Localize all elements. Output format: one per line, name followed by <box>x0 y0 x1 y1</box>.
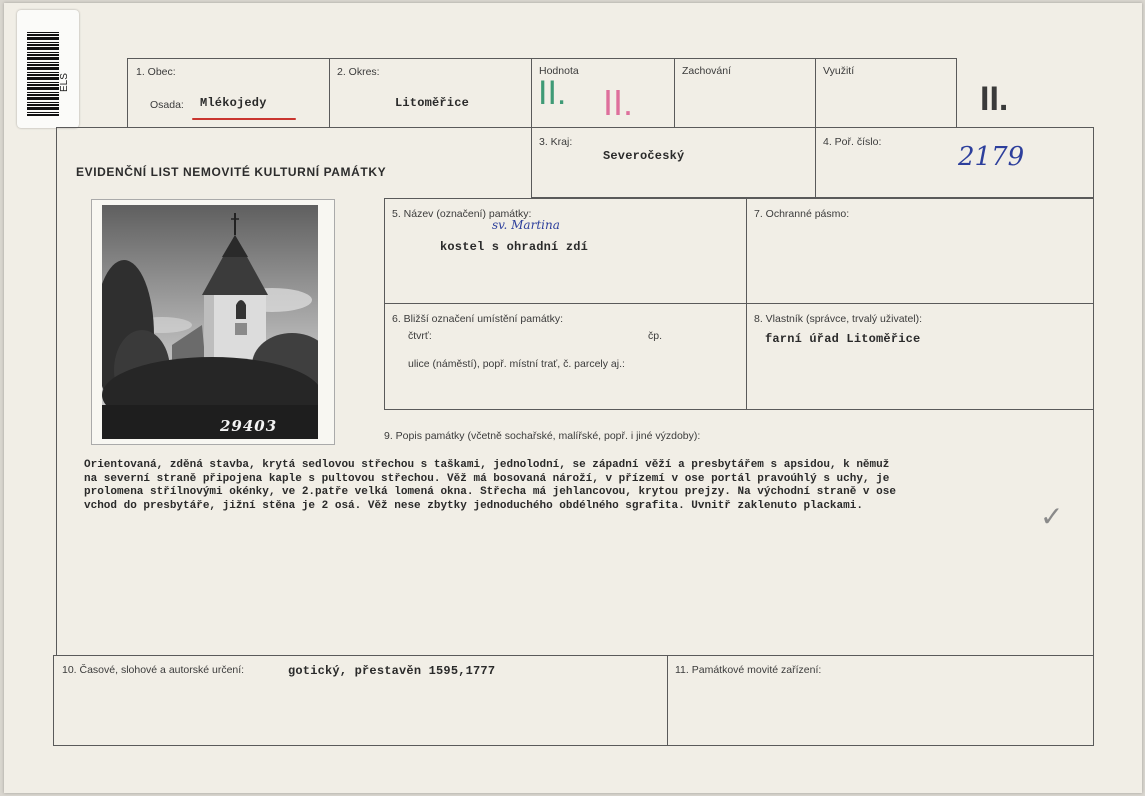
vyuziti-mark: II. <box>980 80 1009 118</box>
vlastnik-value: farní úřad Litoměřice <box>765 332 921 346</box>
vyuziti-label: Využití <box>823 65 855 77</box>
nazev-value: kostel s ohradní zdí <box>440 240 589 254</box>
osada-value: Mlékojedy <box>200 96 267 110</box>
umisteni-label: 6. Bližší označení umístění památky: <box>392 313 563 325</box>
casove-value: gotický, přestavěn 1595,1777 <box>288 664 496 678</box>
hodnota-mark-green: II. <box>538 74 567 112</box>
church-photo <box>102 205 318 439</box>
kraj-label: 3. Kraj: <box>539 136 573 148</box>
barcode-label <box>17 10 79 128</box>
movite-label: 11. Památkové movité zařízení: <box>675 664 822 676</box>
red-underline <box>192 118 296 120</box>
popis-label: 9. Popis památky (včetně sochařské, malířské, popř. i jiné výzdoby): <box>384 430 701 442</box>
cp-label: čp. <box>648 330 663 342</box>
barcode-text: ELS <box>59 73 70 92</box>
nazev-handwritten: sv. Martina <box>492 218 560 232</box>
okres-value: Litoměřice <box>395 96 470 110</box>
por-cislo-value: 2179 <box>958 142 1025 172</box>
barcode-icon <box>27 32 59 116</box>
ochranne-pasmo-label: 7. Ochranné pásmo: <box>754 208 850 220</box>
hodnota-label: Hodnota <box>539 65 579 77</box>
hodnota-mark-pink: II. <box>603 82 634 123</box>
osada-label: Osada: <box>150 99 184 111</box>
zachovani-label: Zachování <box>682 65 732 77</box>
vlastnik-label: 8. Vlastník (správce, trvalý uživatel): <box>754 313 923 325</box>
form-title: EVIDENČNÍ LIST NEMOVITÉ KULTURNÍ PAMÁTKY <box>76 165 387 179</box>
popis-text: Orientovaná, zděná stavba, krytá sedlovou střechou s taškami, jednolodní, se západní věží a presbytářem s apsidou, k němuž na severní straně připojena kaple s pultovou střechou. Věž má bosovaná nároží, v přízemí v ose portál pravoúhlý s uchy, je prolomena střílnovými okénky, ve 2.patře velká lomená okna. Střecha má jehlancovou, krytou prejzy. Na východní straně v ose vchod do presbytáře, jižní stěna je 2 osá. Věž nese zbytky jednoduchého obdélného sgrafita. Uvnitř zaklenuto plackami. <box>84 459 896 512</box>
church-icon <box>102 205 318 439</box>
por-cislo-label: 4. Poř. číslo: <box>823 136 882 148</box>
ctvrt-label: čtvrť: <box>408 330 432 342</box>
ulice-label: ulice (náměstí), popř. místní trať, č. parcely aj.: <box>408 358 625 370</box>
okres-label: 2. Okres: <box>337 66 380 78</box>
casove-label: 10. Časové, slohové a autorské určení: <box>62 664 245 676</box>
nazev-label: 5. Název (označení) památky: <box>392 208 532 220</box>
kraj-value: Severočeský <box>603 149 685 163</box>
check-mark: ✓ <box>1040 500 1064 533</box>
obec-label: 1. Obec: <box>136 66 176 78</box>
photo-number: 29403 <box>220 417 278 435</box>
